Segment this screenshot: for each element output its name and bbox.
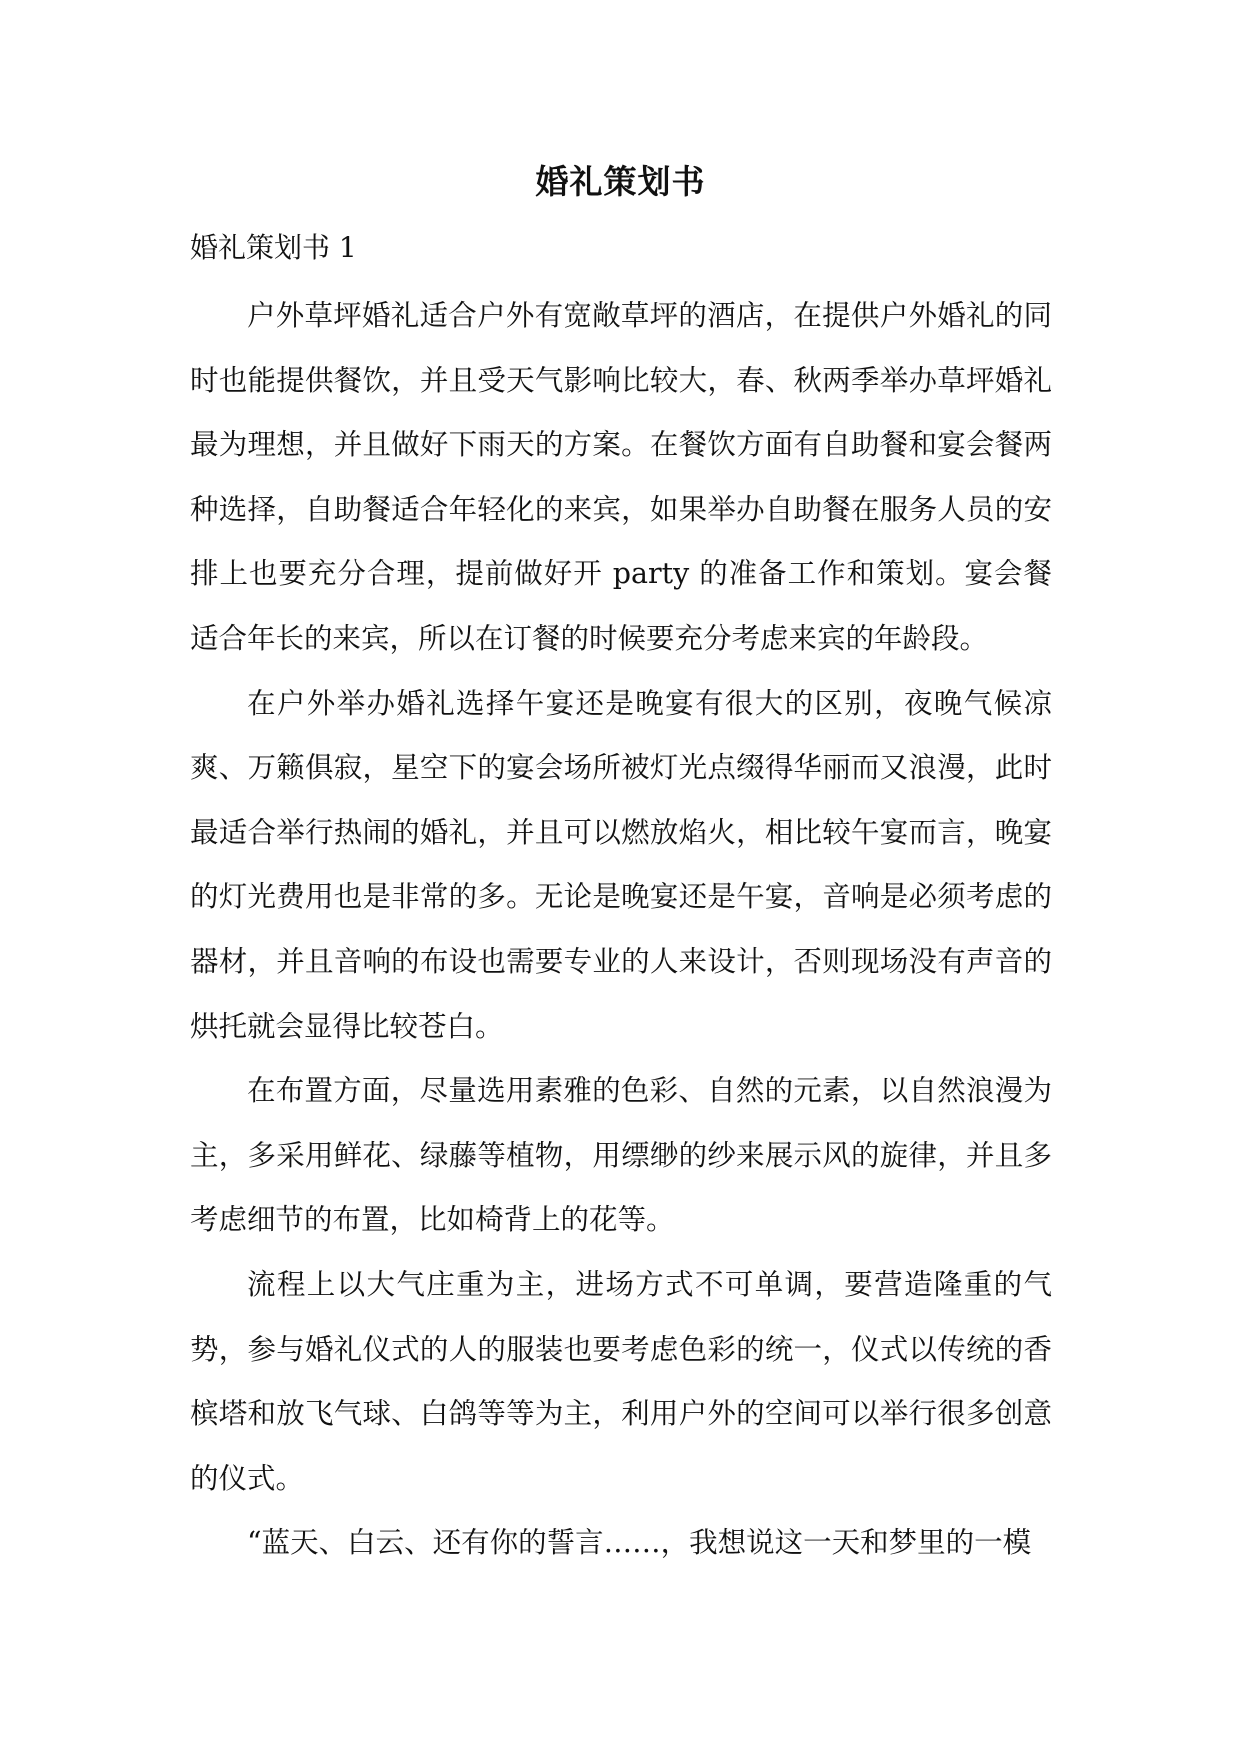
document-title: 婚礼策划书 bbox=[535, 162, 706, 201]
paragraph-procedure: 流程上以大气庄重为主，进场方式不可单调，要营造隆重的气势，参与婚礼仪式的人的服装也要考虑色彩的统一，仪式以传统的香槟塔和放飞气球、白鸽等等为主，利用户外的空间可以举行很多创意的仪式。 bbox=[190, 1267, 1052, 1495]
paragraph-quote: “蓝天、白云、还有你的誓言……，我想说这一天和梦里的一模 bbox=[247, 1526, 1032, 1560]
section-heading: 婚礼策划书 1 bbox=[190, 231, 357, 264]
paragraph-outdoor-lawn: 户外草坪婚礼适合户外有宽敞草坪的酒店，在提供户外婚礼的同时也能提供餐饮，并且受天气影响比较大，春、秋两季举办草坪婚礼最为理想，并且做好下雨天的方案。在餐饮方面有自助餐和宴会餐两种选择，自助餐适合年轻化的来宾，如果举办自助餐在服务人员的安排上也要充分合理，提前做好开 party 的准备工作和策划。宴会餐适合年长的来宾，所以在订餐的时候要充分考虑来宾的年龄段。 bbox=[190, 299, 1052, 655]
paragraph-lunch-dinner: 在户外举办婚礼选择午宴还是晚宴有很大的区别，夜晚气候凉爽、万籁俱寂，星空下的宴会场所被灯光点缀得华丽而又浪漫，此时最适合举行热闹的婚礼，并且可以燃放焰火，相比较午宴而言，晚宴的灯光费用也是非常的多。无论是晚宴还是午宴，音响是必须考虑的器材，并且音响的布设也需要专业的人来设计，否则现场没有声音的烘托就会显得比较苍白。 bbox=[190, 686, 1052, 1043]
document-body bbox=[190, 284, 1052, 1576]
paragraph-decoration: 在布置方面，尽量选用素雅的色彩、自然的元素，以自然浪漫为主，多采用鲜花、绿藤等植物，用缥缈的纱来展示风的旋律，并且多考虑细节的布置，比如椅背上的花等。 bbox=[190, 1074, 1052, 1237]
